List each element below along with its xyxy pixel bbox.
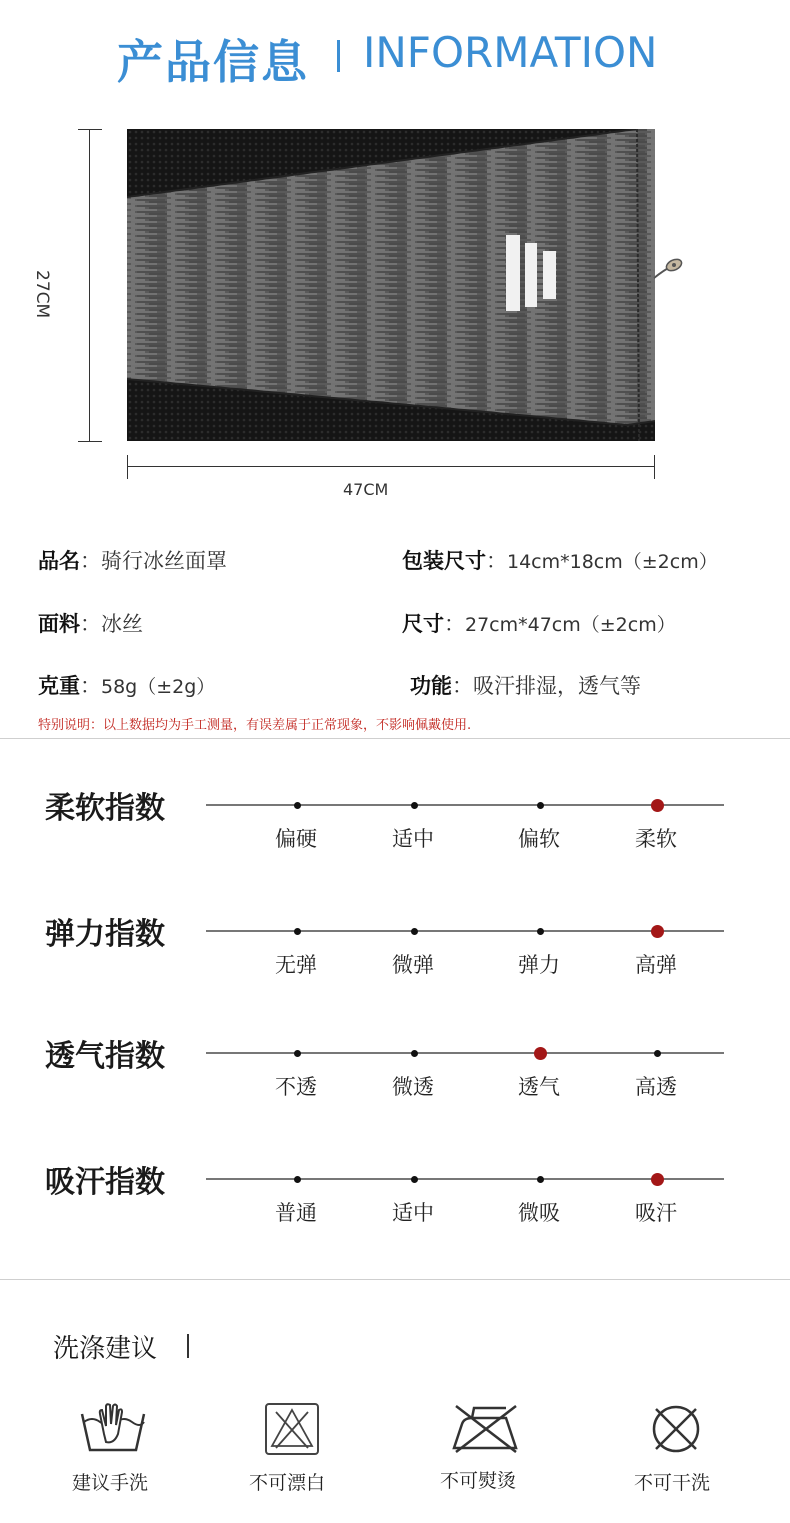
index-level-label: 偏硬 [275, 827, 317, 851]
index-level-label: 微吸 [518, 1201, 560, 1225]
spec-size-value: 27cm*47cm（±2cm） [465, 614, 676, 636]
wash-label-iron: 不可熨烫 [440, 1470, 517, 1492]
product-image [127, 129, 655, 441]
height-dimension-cap-top [78, 129, 102, 130]
spec-name-label: 品名 [38, 549, 80, 573]
index-scale-line [206, 930, 724, 932]
page-header [0, 22, 790, 89]
spec-weight-value: 58g（±2g） [101, 676, 216, 698]
spec-weight: 克重：58g（±2g） [38, 674, 216, 698]
width-dimension-line [127, 466, 655, 467]
no-bleach-icon [264, 1402, 320, 1456]
index-dot [294, 1050, 301, 1057]
index-dot [411, 928, 418, 935]
index-dot [411, 1176, 418, 1183]
index-level-label: 适中 [392, 827, 434, 851]
index-dot [537, 1176, 544, 1183]
index-title: 吸汗指数 [45, 1165, 165, 1200]
index-scale-line [206, 1052, 724, 1054]
header-divider [337, 40, 340, 72]
spec-fabric-label: 面料 [38, 612, 80, 636]
measurement-note: 特别说明：以上数据均为手工测量，有误差属于正常现象，不影响佩戴使用. [38, 718, 472, 733]
spec-fabric-value: 冰丝 [101, 612, 143, 636]
index-level-label: 普通 [275, 1201, 317, 1225]
no-iron-icon [450, 1400, 522, 1456]
index-dot [294, 802, 301, 809]
header-title-en: INFORMATION [363, 28, 658, 77]
index-title: 柔软指数 [45, 791, 165, 826]
index-level-label: 高弹 [635, 953, 677, 977]
index-dot [537, 928, 544, 935]
wash-label-bleach: 不可漂白 [249, 1472, 326, 1494]
spec-size: 尺寸：27cm*47cm（±2cm） [402, 612, 676, 636]
index-level-label: 适中 [392, 1201, 434, 1225]
height-dimension-label: 27CM [32, 270, 52, 319]
no-dry-clean-icon [650, 1403, 702, 1455]
spec-function-value: 吸汗排湿，透气等 [473, 674, 641, 698]
spec-weight-label: 克重 [38, 674, 80, 698]
width-dimension-cap-right [654, 455, 655, 479]
index-dot [411, 802, 418, 809]
spec-package: 包装尺寸：14cm*18cm（±2cm） [402, 549, 718, 573]
spec-function-label: 功能 [410, 674, 452, 698]
index-level-label: 透气 [518, 1075, 560, 1099]
index-dot [537, 802, 544, 809]
spec-package-value: 14cm*18cm（±2cm） [507, 551, 718, 573]
index-level-label: 高透 [635, 1075, 677, 1099]
index-level-label: 吸汗 [635, 1201, 677, 1225]
spec-name-value: 骑行冰丝面罩 [101, 549, 227, 573]
washing-title: 洗涤建议 [53, 1334, 158, 1364]
spec-fabric: 面料：冰丝 [38, 612, 143, 636]
index-level-label: 微透 [392, 1075, 434, 1099]
index-dot [411, 1050, 418, 1057]
index-dot-selected [651, 799, 664, 812]
divider-specs [0, 738, 790, 739]
index-dot [294, 928, 301, 935]
index-dot-selected [651, 925, 664, 938]
index-level-label: 不透 [275, 1075, 317, 1099]
index-scale-line [206, 1178, 724, 1180]
wash-label-dry-clean: 不可干洗 [634, 1472, 711, 1494]
index-level-label: 柔软 [635, 827, 677, 851]
height-dimension-cap-bottom [78, 441, 102, 442]
spec-package-label: 包装尺寸 [402, 549, 486, 573]
index-level-label: 弹力 [518, 953, 560, 977]
spec-function: 功能：吸汗排湿，透气等 [410, 674, 641, 698]
washing-title-bar [187, 1334, 189, 1358]
index-level-label: 偏软 [518, 827, 560, 851]
wash-label-hand: 建议手洗 [72, 1472, 149, 1494]
index-dot [654, 1050, 661, 1057]
divider-indices [0, 1279, 790, 1280]
index-dot-selected [534, 1047, 547, 1060]
face-mask-illustration [127, 129, 655, 441]
index-level-label: 微弹 [392, 953, 434, 977]
index-level-label: 无弹 [275, 953, 317, 977]
index-scale-line [206, 804, 724, 806]
width-dimension-cap-left [127, 455, 128, 479]
spec-size-label: 尺寸 [402, 612, 444, 636]
cord-lock-icon [652, 252, 686, 286]
index-dot [294, 1176, 301, 1183]
index-title: 弹力指数 [45, 917, 165, 952]
height-dimension-line [89, 129, 90, 441]
index-title: 透气指数 [45, 1039, 165, 1074]
hand-wash-icon [78, 1400, 148, 1456]
spec-name: 品名：骑行冰丝面罩 [38, 549, 227, 573]
width-dimension-label: 47CM [343, 480, 389, 499]
index-dot-selected [651, 1173, 664, 1186]
header-title-cn: 产品信息 [117, 35, 309, 89]
